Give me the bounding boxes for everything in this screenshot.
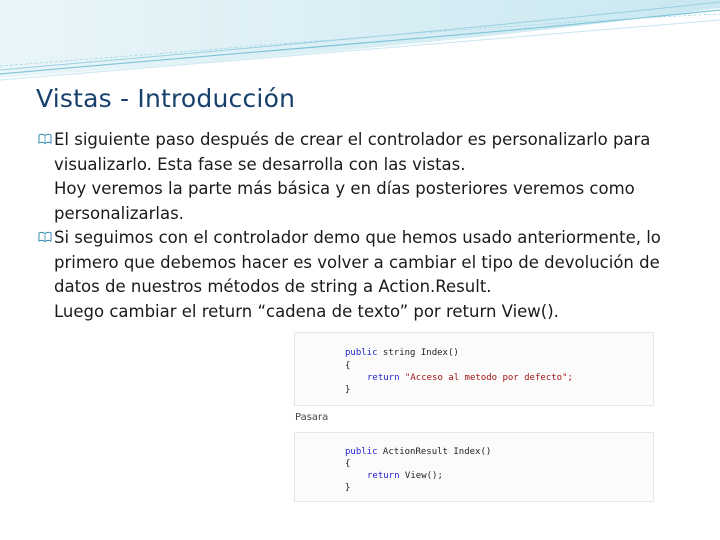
code-snippet-after (294, 432, 654, 502)
bullet-line: Si seguimos con el controlador demo que hemos usado anteriormente, lo (54, 228, 661, 247)
bullet-line: Luego cambiar el return “cadena de texto” por return View(). (54, 301, 559, 321)
bullet-list (38, 128, 698, 324)
code-line-close-brace: } (345, 483, 351, 493)
code-line-signature: public string Index() (345, 348, 459, 358)
code-line-open-brace: { (345, 459, 351, 469)
code-line-signature: public ActionResult Index() (345, 447, 492, 457)
code-line-close-brace: } (345, 385, 351, 395)
bullet-item (38, 226, 698, 324)
open-book-icon (38, 230, 52, 244)
code-snippet-before (294, 332, 654, 406)
bullet-line: Hoy veremos la parte más básica y en días posteriores veremos como (54, 179, 635, 198)
transition-label: Pasara (295, 412, 329, 423)
bullet-line: datos de nuestros métodos de string a Action.Result. (54, 277, 492, 296)
bullet-line: visualizarlo. Esta fase se desarrolla con las vistas. (54, 154, 466, 174)
code-line-open-brace: { (345, 361, 351, 371)
bullet-line: personalizarlas. (54, 203, 184, 223)
code-line-return: return View(); (367, 471, 443, 481)
bullet-line: El siguiente paso después de crear el controlador es personalizarlo para (54, 130, 651, 149)
bullet-item (38, 128, 698, 226)
code-line-return: return "Acceso al metodo por defecto"; (367, 373, 573, 383)
slide-title: Vistas - Introducción (36, 84, 296, 113)
header-wave-decoration (0, 0, 720, 90)
bullet-line: primero que debemos hacer es volver a cambiar el tipo de devolución de (54, 252, 660, 272)
open-book-icon (38, 132, 52, 146)
